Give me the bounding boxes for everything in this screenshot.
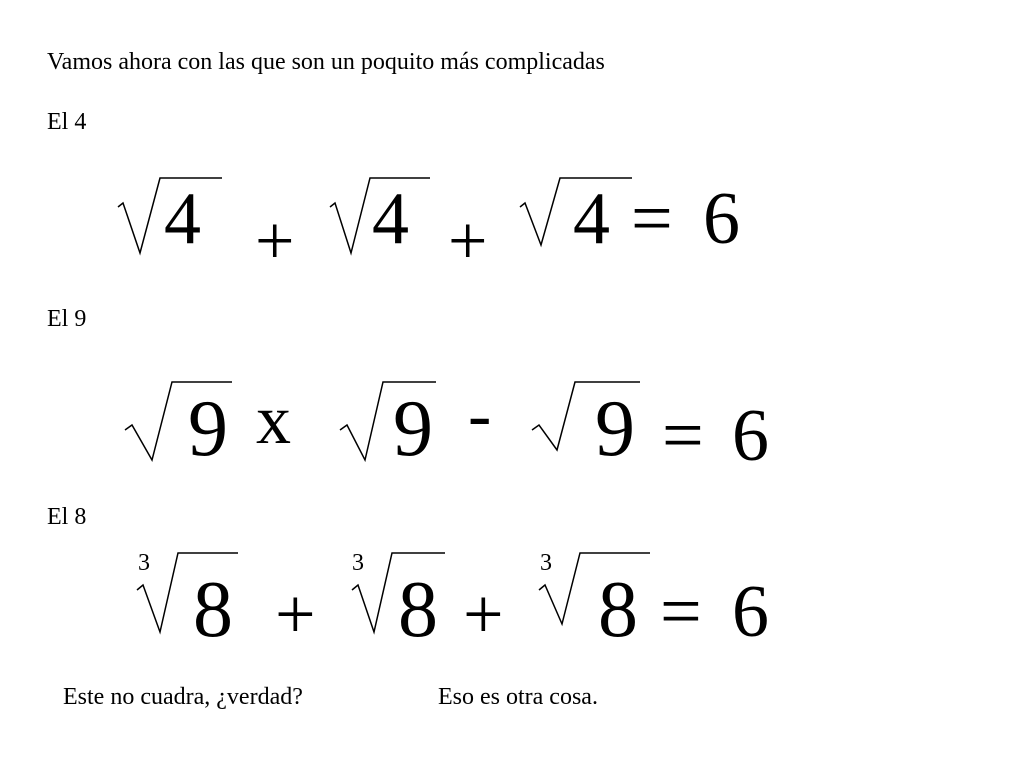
closing-text-left: Este no cuadra, ¿verdad? bbox=[63, 684, 303, 710]
root-index-8-1: 3 bbox=[138, 550, 150, 576]
operator-8-2: + bbox=[463, 574, 504, 654]
label-el-9: El 9 bbox=[47, 306, 87, 332]
operand-8-2: 8 bbox=[398, 566, 438, 654]
operand-4-1: 4 bbox=[164, 178, 201, 260]
result-4: 6 bbox=[703, 178, 740, 260]
equation-cbrt-8 bbox=[137, 550, 769, 654]
operand-9-2: 9 bbox=[393, 385, 433, 473]
operator-8-1: + bbox=[275, 574, 316, 654]
closing-text-right: Eso es otra cosa. bbox=[438, 684, 598, 710]
operand-9-3: 9 bbox=[595, 385, 635, 473]
intro-text: Vamos ahora con las que son un poquito más complicadas bbox=[47, 49, 605, 75]
operator-4-1: + bbox=[255, 203, 295, 280]
operand-8-3: 8 bbox=[598, 566, 638, 654]
root-index-8-3: 3 bbox=[540, 550, 552, 576]
equals-8: = bbox=[660, 571, 702, 653]
equals-9: = bbox=[662, 395, 704, 477]
result-9: 6 bbox=[732, 395, 769, 477]
operand-8-1: 8 bbox=[193, 566, 233, 654]
operand-4-2: 4 bbox=[372, 178, 409, 260]
operand-9-1: 9 bbox=[188, 385, 228, 473]
result-8: 6 bbox=[732, 571, 769, 653]
label-el-4: El 4 bbox=[47, 109, 87, 135]
equation-sqrt-9 bbox=[125, 377, 769, 477]
operator-4-2: + bbox=[448, 203, 488, 280]
label-el-8: El 8 bbox=[47, 504, 87, 530]
equation-sqrt-4 bbox=[118, 178, 740, 280]
root-index-8-2: 3 bbox=[352, 550, 364, 576]
operand-4-3: 4 bbox=[573, 178, 610, 260]
operator-9-2: - bbox=[468, 377, 492, 454]
operator-9-1: x bbox=[256, 382, 291, 459]
equals-4: = bbox=[631, 178, 673, 260]
